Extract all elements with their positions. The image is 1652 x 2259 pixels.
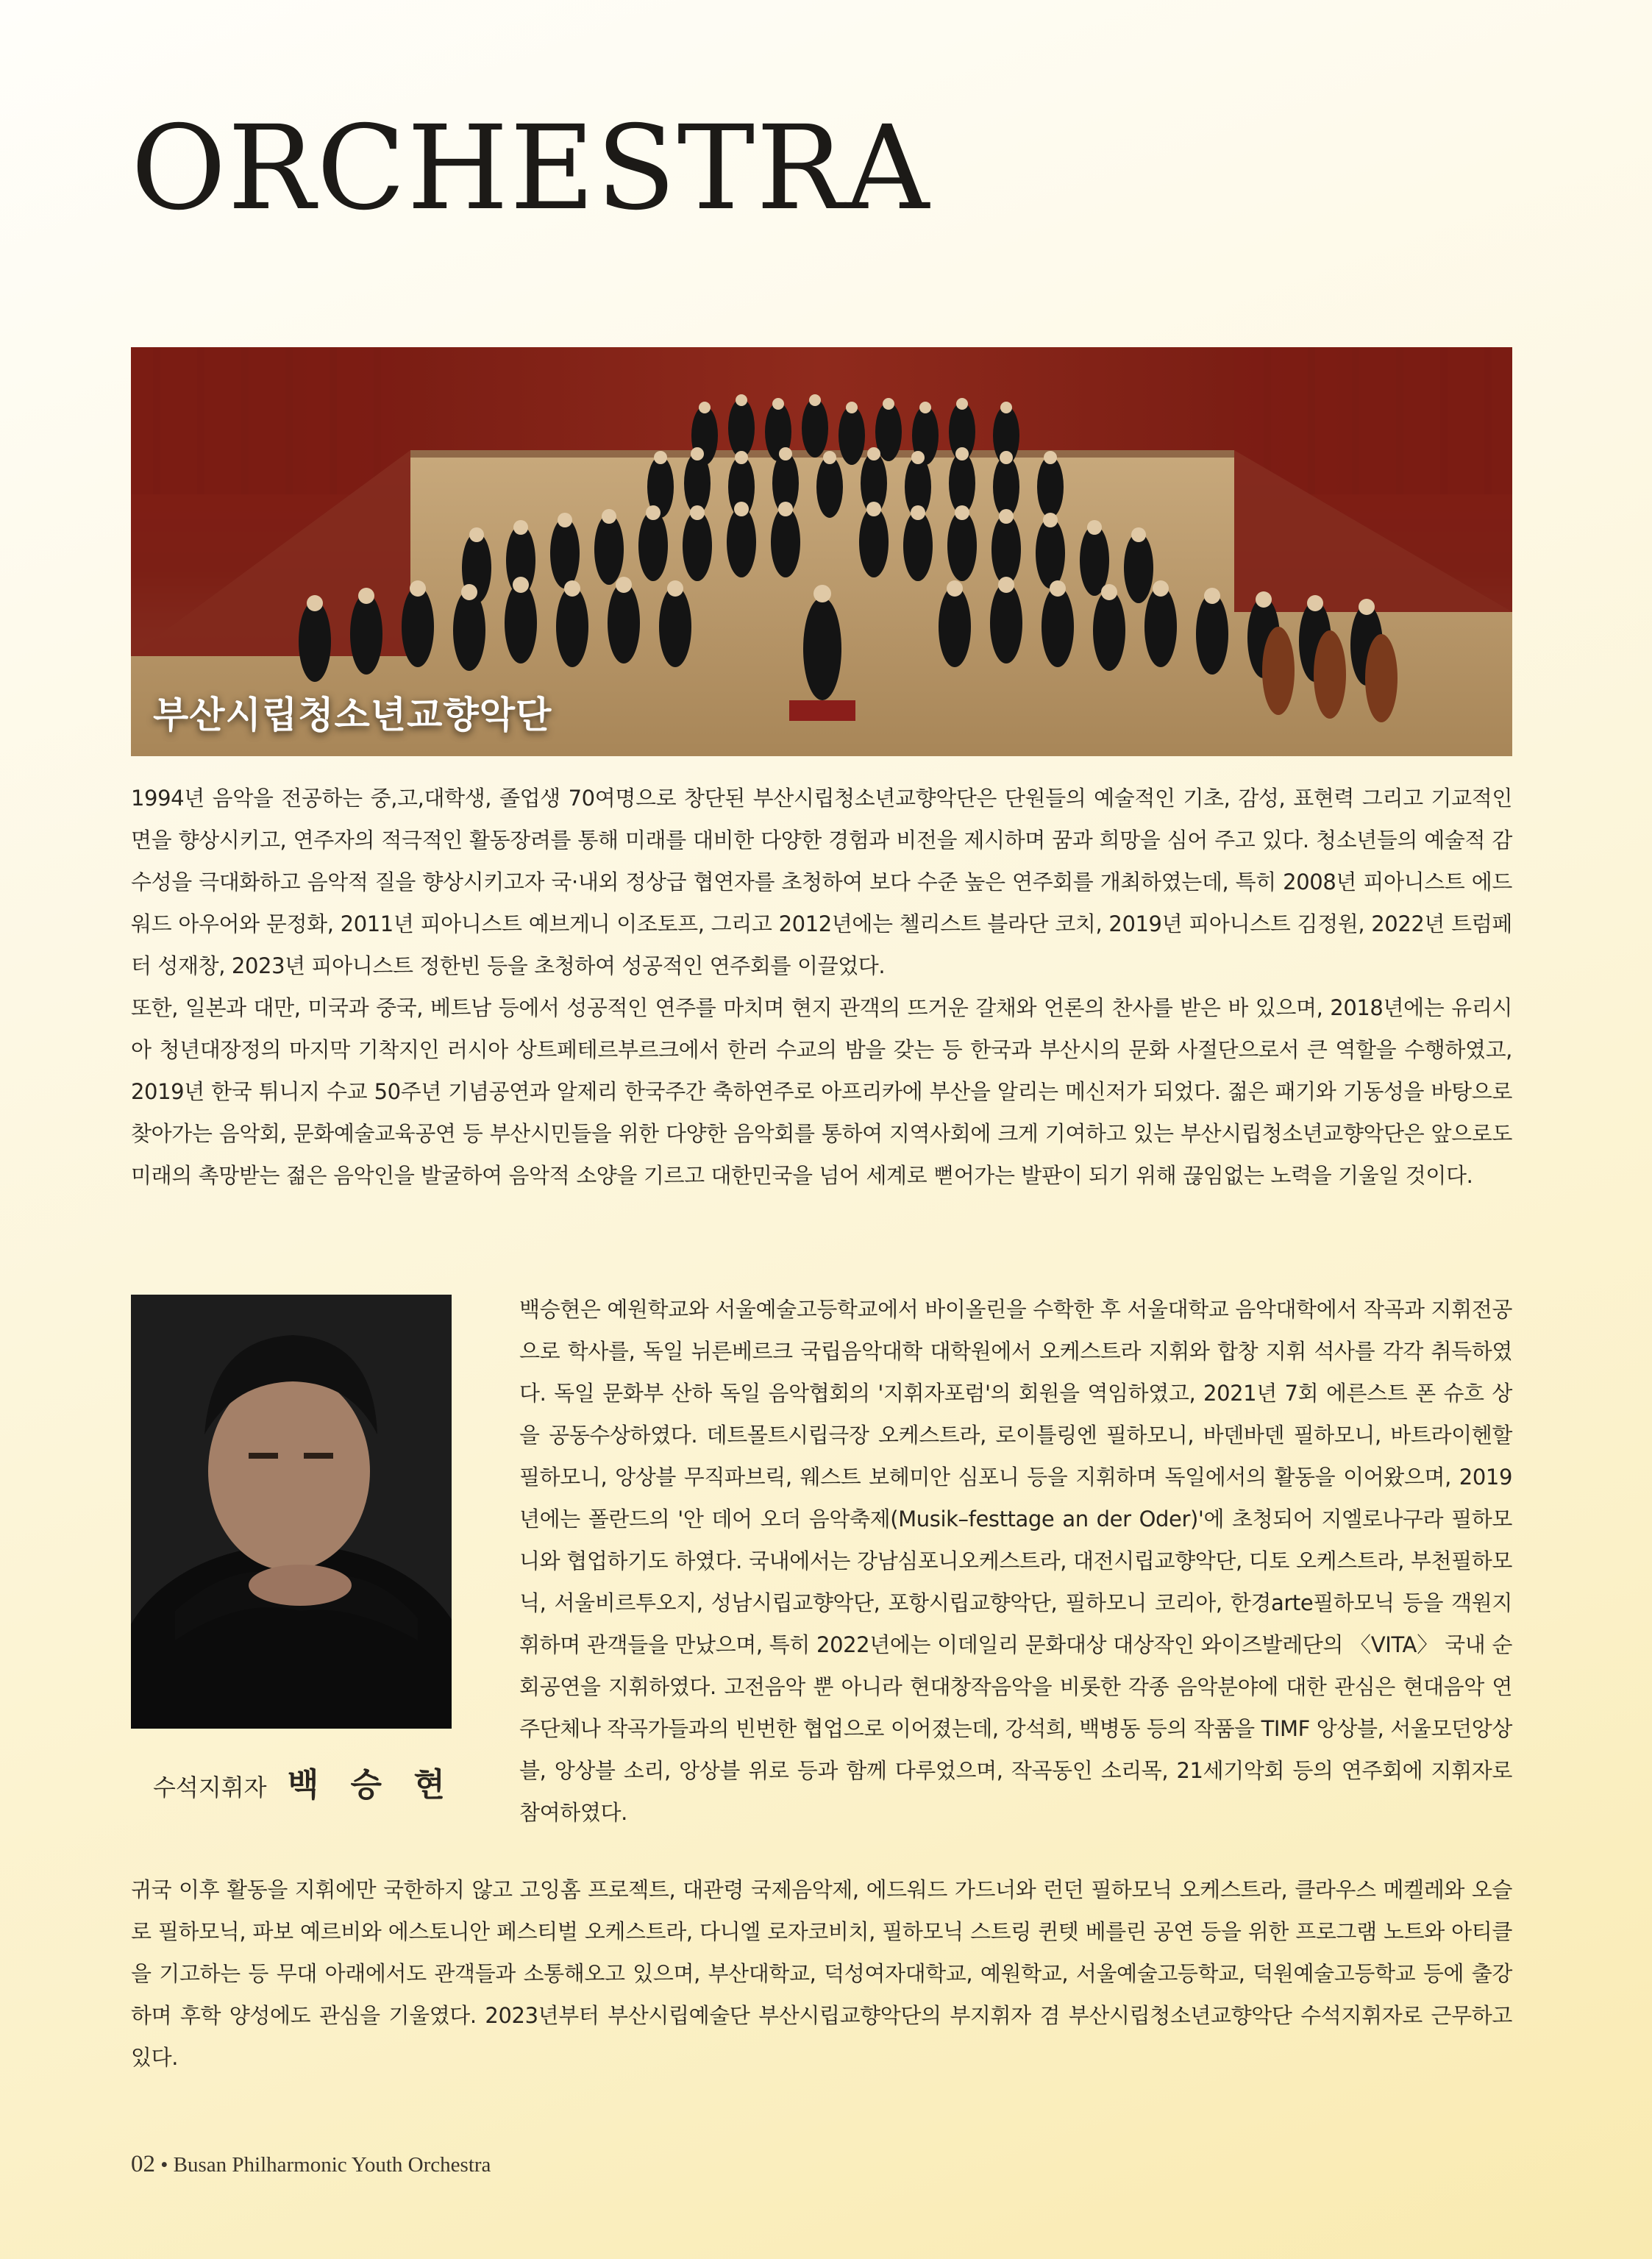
conductor-bio-2: 귀국 이후 활동을 지휘에만 국한하지 않고 고잉홈 프로젝트, 대관령 국제음악제, 에드워드 가드너와 런던 필하모닉 오케스트라, 클라우스 메켈레와 오슬로 필하모닉, 파보 예르비와 에스토니안 페스티벌 오케스트라, 다니엘 로자코비치, 필하모닉 스트링 퀸텟 베를린 공연 등을 위한 프로그램 노트와 아티클을 기고하는 등 무대 아래에서도 관객들과 소통해오고 있으며, 부산대학교, 덕성여자대학교, 예원학교, 서울예술고등학교, 덕원예술고등학교 등에 출강하며 후학 양성에도 관심을 기울였다. 2023년부터 부산시립예술단 부산시립교향악단의 부지휘자 겸 부산시립청소년교향악단 수석지휘자로 근무하고 있다.	[131, 1877, 1513, 2070]
footer-bullet: •	[160, 2153, 168, 2177]
conductor-role: 수석지휘자	[153, 1774, 267, 1801]
page-footer	[131, 2151, 491, 2178]
conductor-name: 백 승 현	[287, 1766, 455, 1804]
conductor-bio-1: 백승현은 예원학교와 서울예술고등학교에서 바이올린을 수학한 후 서울대학교 음악대학에서 작곡과 지휘전공으로 학사를, 독일 뉘른베르크 국립음악대학 대학원에서 오케스트라 지휘와 합창 지휘 석사를 각각 취득하였다. 독일 문화부 산하 독일 음악협회의 '지휘자포럼'의 회원을 역임하였고, 2021년 7회 에른스트 폰 슈흐 상을 공동수상하였다. 데트몰트시립극장 오케스트라, 로이틀링엔 필하모니, 바덴바덴 필하모니, 바트라이헨할 필하모니, 앙상블 무직파브릭, 웨스트 보헤미안 심포니 등을 지휘하며 독일에서의 활동을 이어왔으며, 2019년에는 폴란드의 '안 데어 오더 음악축제(Musik–festtage an der Oder)'에 초청되어 지엘로나구라 필하모니와 협업하기도 하였다. 국내에서는 강남심포니오케스트라, 대전시립교향악단, 디토 오케스트라, 부천필하모닉, 서울비르투오지, 성남시립교향악단, 포항시립교향악단, 필하모니 코리아, 한경arte필하모닉 등을 객원지휘하며 관객들을 만났으며, 특히 2022년에는 이데일리 문화대상 대상작인 와이즈발레단의 〈VITA〉 국내 순회공연을 지휘하였다. 고전음악 뿐 아니라 현대창작음악을 비롯한 각종 음악분야에 대한 관심은 현대음악 연주단체나 작곡가들과의 빈번한 협업으로 이어졌는데, 강석희, 백병동 등의 작품을 TIMF 앙상블, 서울모던앙상블, 앙상블 소리, 앙상블 위로 등과 함께 다루었으며, 작곡동인 소리목, 21세기악회 등의 연주회에 지휘자로 참여하였다.	[519, 1297, 1513, 1825]
page-number: 02	[131, 2151, 155, 2177]
page-title: ORCHESTRA	[131, 101, 931, 236]
conductor-label	[153, 1758, 455, 1805]
intro-paragraph-2: 또한, 일본과 대만, 미국과 중국, 베트남 등에서 성공적인 연주를 마치며 현지 관객의 뜨거운 갈채와 언론의 찬사를 받은 바 있으며, 2018년에는 유리시아 청년대장정의 마지막 기착지인 러시아 상트페테르부르크에서 한러 수교의 밤을 갖는 등 한국과 부산시의 문화 사절단으로서 큰 역할을 수행하였고, 2019년 한국 튀니지 수교 50주년 기념공연과 알제리 한국주간 축하연주로 아프리카에 부산을 알리는 메신저가 되었다. 젊은 패기와 기동성을 바탕으로 찾아가는 음악회, 문화예술교육공연 등 부산시민들을 위한 다양한 음악회를 통하여 지역사회에 크게 기여하고 있는 부산시립청소년교향악단은 앞으로도 미래의 촉망받는 젊은 음악인을 발굴하여 음악적 소양을 기르고 대한민국을 넘어 세계로 뻗어가는 발판이 되기 위해 끊임없는 노력을 기울일 것이다.	[131, 995, 1512, 1188]
conductor-portrait	[131, 1295, 452, 1729]
publication-name: Busan Philharmonic Youth Orchestra	[173, 2153, 491, 2177]
conductor-photo-illustration	[131, 1295, 452, 1729]
orchestra-photo	[131, 347, 1512, 756]
intro-paragraph-1: 1994년 음악을 전공하는 중,고,대학생, 졸업생 70여명으로 창단된 부산시립청소년교향악단은 단원들의 예술적인 기초, 감성, 표현력 그리고 기교적인 면을 향상시키고, 연주자의 적극적인 활동장려를 통해 미래를 대비한 다양한 경험과 비전을 제시하며 꿈과 희망을 심어 주고 있다. 청소년들의 예술적 감수성을 극대화하고 음악적 질을 향상시키고자 국·내외 정상급 협연자를 초청하여 보다 수준 높은 연주회를 개최하였는데, 특히 2008년 피아니스트 에드워드 아우어와 문정화, 2011년 피아니스트 예브게니 이조토프, 그리고 2012년에는 첼리스트 블라단 코치, 2019년 피아니스트 김정원, 2022년 트럼페터 성재창, 2023년 피아니스트 정한빈 등을 초청하여 성공적인 연주회를 이끌었다.	[131, 786, 1512, 978]
photo-caption: 부산시립청소년교향악단	[153, 694, 552, 736]
